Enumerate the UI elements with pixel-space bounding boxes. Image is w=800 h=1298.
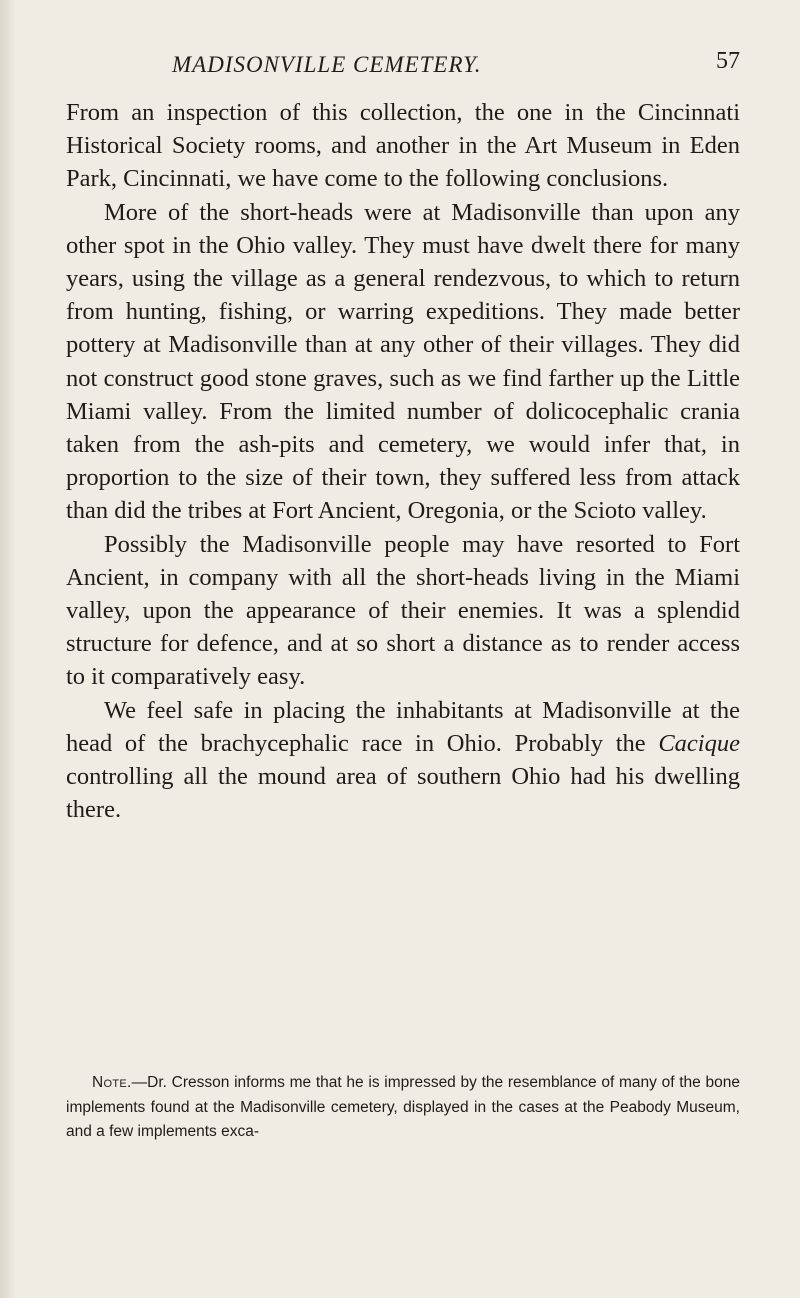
page-number: 57 (716, 48, 740, 74)
binding-edge (0, 0, 16, 1298)
note-text: —Dr. Cresson informs me that he is impressed by the resemblance of many of the bone implements found at the Madisonville cemetery, displayed in the cases at the Peabody Museum, and a few implements exca- (66, 1074, 740, 1140)
running-title: MADISONVILLE CEMETERY. (172, 52, 482, 77)
paragraph-4-start: We feel safe in placing the inhabitants at Madisonville at the head of the brachycephalic race in Ohio. Probably the (66, 696, 740, 757)
paragraph-4-end: controlling all the mound area of southern Ohio had his dwelling there. (66, 763, 740, 824)
note-label: Note. (92, 1074, 132, 1091)
body-text (66, 96, 740, 826)
paragraph-2: More of the short-heads were at Madisonville than upon any other spot in the Ohio valley. They must have dwelt there for many years, using the village as a general rendezvous, to which to return from hunting, fishing, or warring expeditions. They made better pottery at Madisonville than at any other of their villages. They did not construct good stone graves, such as we find farther up the Little Miami valley. From the limited number of dolicocephalic crania taken from the ash-pits and cemetery, we would infer that, in proportion to the size of their town, they suffered less from attack than did the tribes at Fort Ancient, Oregonia, or the Scioto valley. (66, 198, 740, 525)
footnote (66, 1071, 740, 1145)
running-head (120, 46, 740, 86)
paragraph-1: From an inspection of this collection, the one in the Cincinnati Historical Society rooms, and another in the Art Museum in Eden Park, Cincinnati, we have come to the following conclusions. (66, 99, 740, 193)
paragraph-4 (66, 694, 740, 827)
cacique-term: Cacique (658, 729, 740, 757)
paragraph-3: Possibly the Madisonville people may have resorted to Fort Ancient, in company with all the short-heads living in the Miami valley, upon the appearance of their enemies. It was a splendid structure for defence, and at so short a distance as to render access to it comparatively easy. (66, 530, 740, 691)
